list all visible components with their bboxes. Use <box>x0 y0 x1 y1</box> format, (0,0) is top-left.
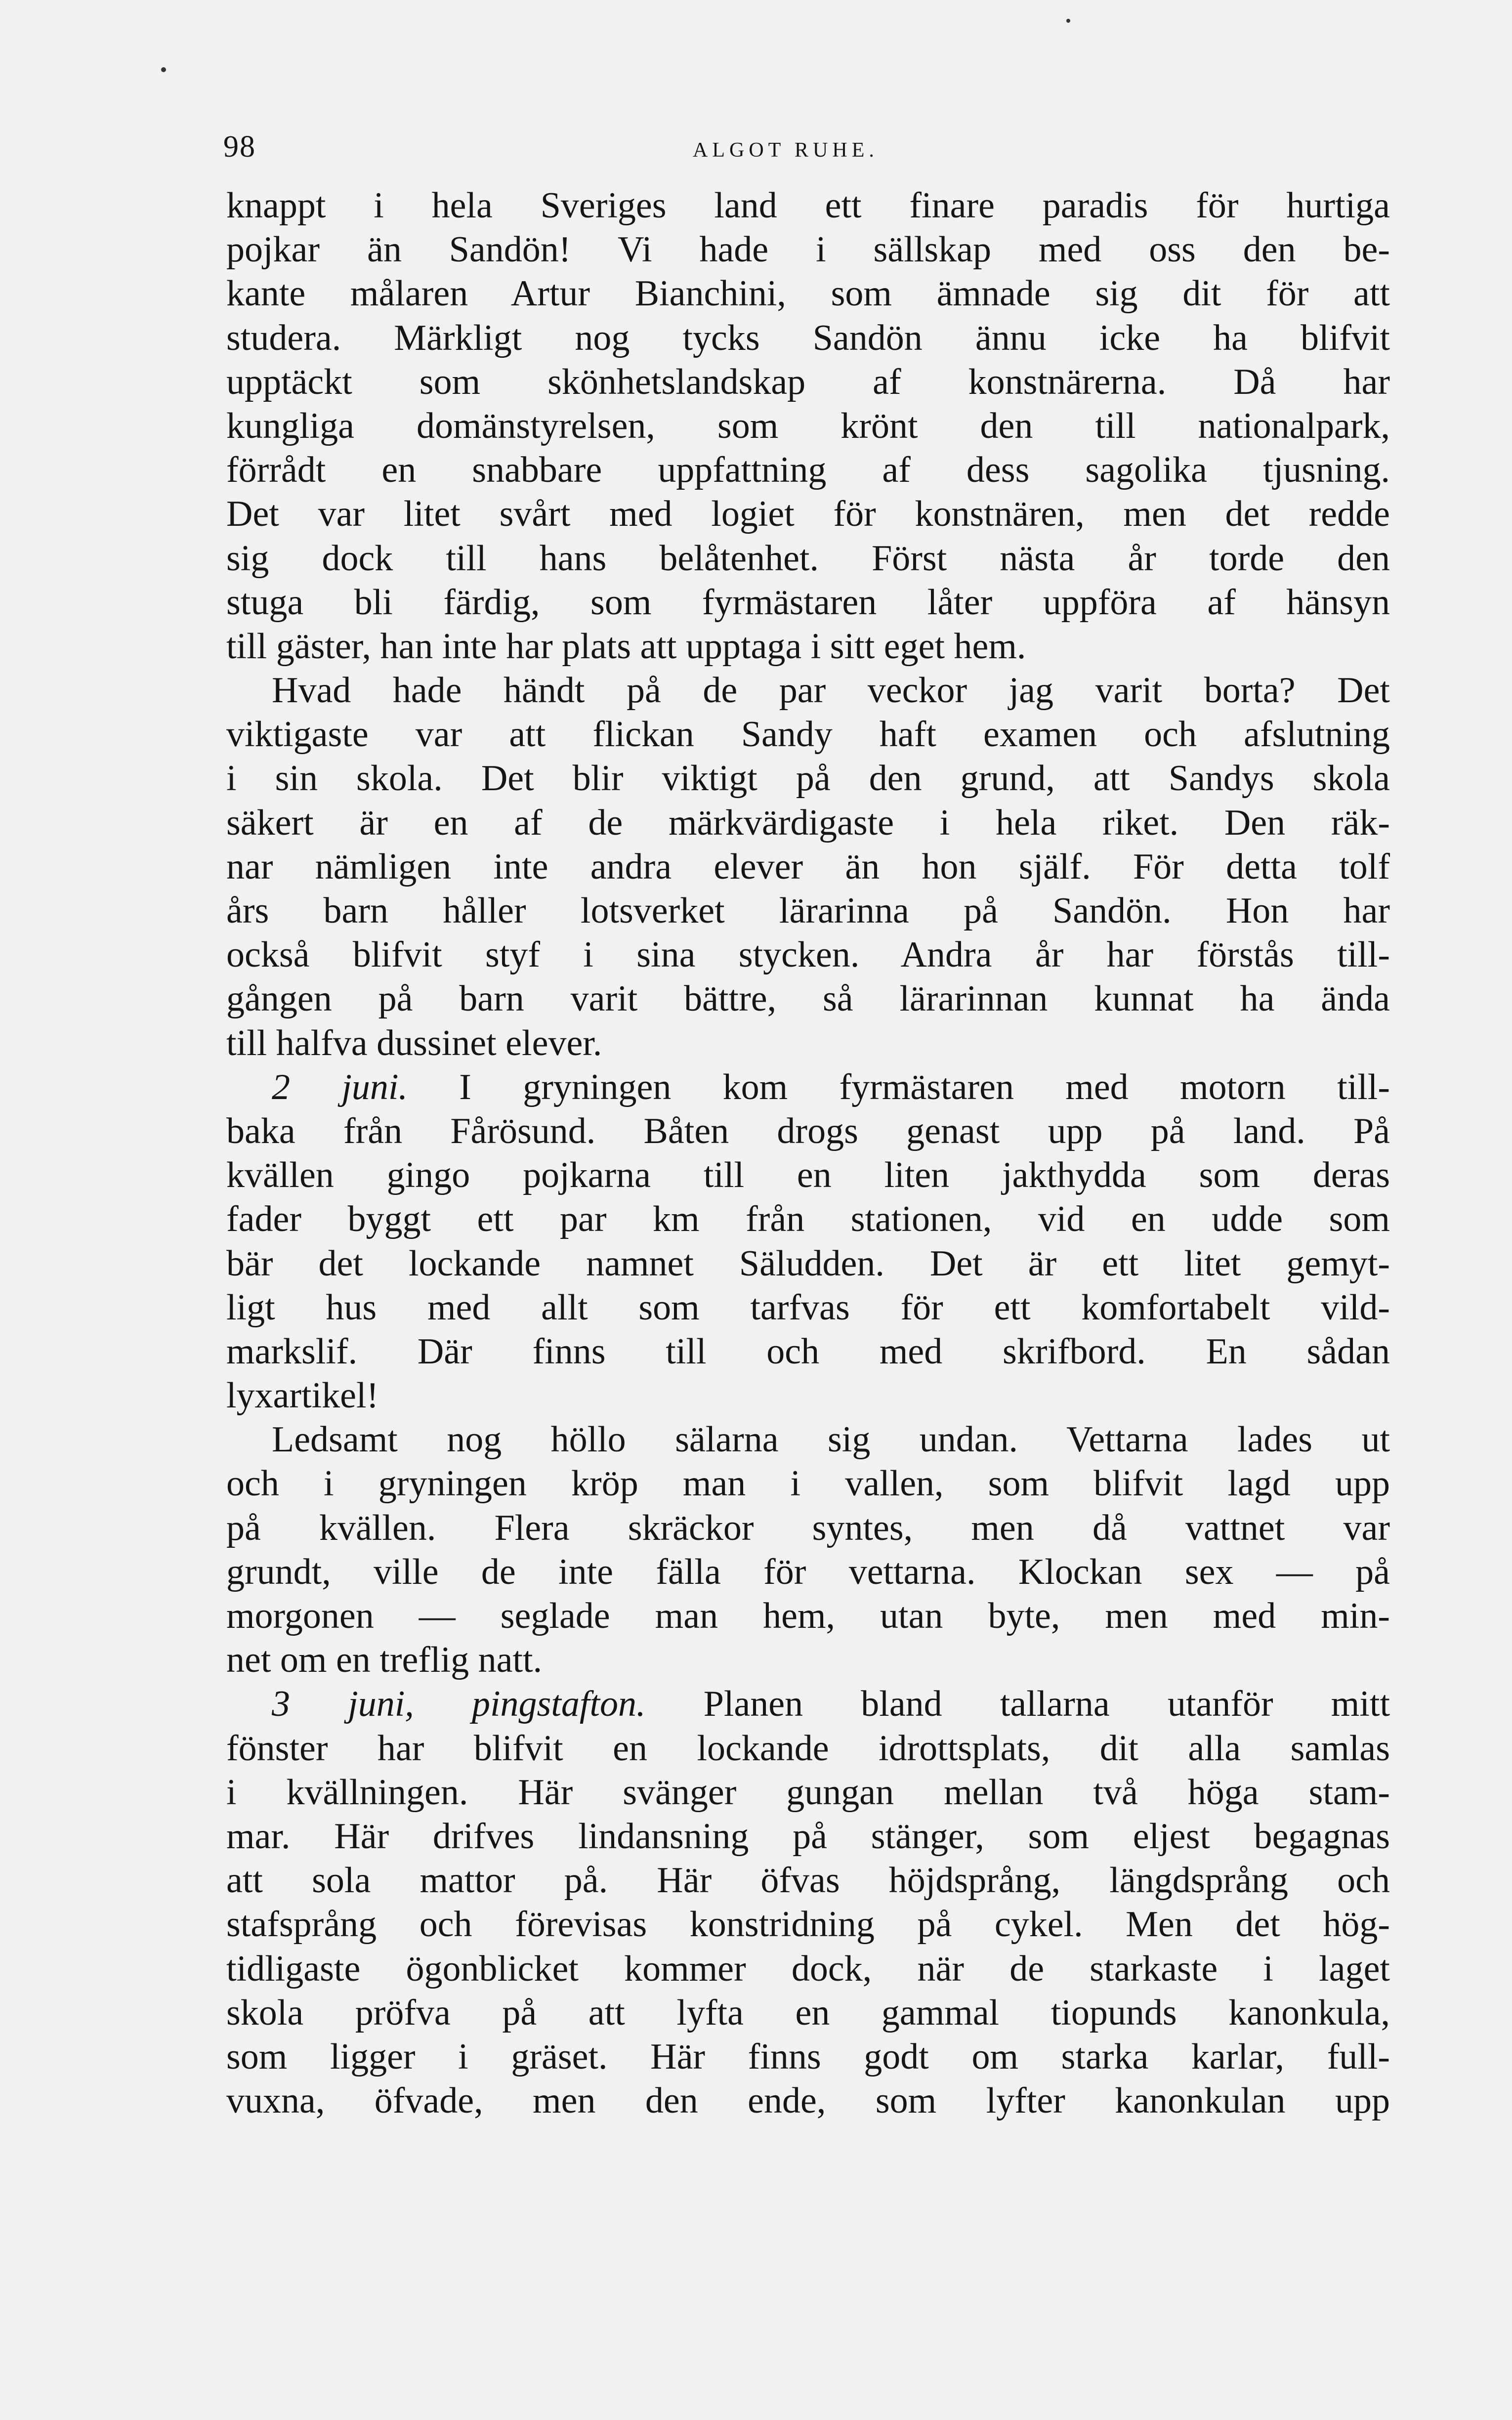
text-line <box>226 1815 1390 1859</box>
paper-speck <box>161 67 166 72</box>
line-text: i kvällningen. Här svänger gungan mellan två höga stam- <box>226 1772 1390 1813</box>
line-text: som ligger i gräset. Här finns godt om starka karlar, full- <box>226 2036 1390 2077</box>
text-line <box>226 669 1390 713</box>
line-text: till gäster, han inte har plats att upptaga i sitt eget hem. <box>226 626 1026 667</box>
text-line <box>226 1109 1390 1153</box>
line-text: studera. Märkligt nog tycks Sandön ännu icke ha blifvit <box>226 317 1390 358</box>
line-text: stafsprång och förevisas konstridning på cykel. Men det hög- <box>226 1904 1390 1945</box>
page-number: 98 <box>223 130 256 164</box>
line-text: ligt hus med allt som tarfvas för ett komfortabelt vild- <box>226 1287 1390 1328</box>
line-text: bär det lockande namnet Säludden. Det är ett litet gemyt- <box>226 1243 1390 1284</box>
line-text: Hvad hade händt på de par veckor jag varit borta? Det <box>272 670 1390 711</box>
line-text: gången på barn varit bättre, så lärarinnan kunnat ha ända <box>226 978 1390 1019</box>
line-text: kvällen gingo pojkarna till en liten jakthydda som deras <box>226 1155 1390 1196</box>
line-text: säkert är en af de märkvärdigaste i hela riket. Den räk- <box>226 802 1390 843</box>
text-line <box>226 1991 1390 2035</box>
text-line <box>226 801 1390 845</box>
line-text: net om en treflig natt. <box>226 1640 543 1681</box>
text-line <box>226 184 1390 228</box>
line-text: vuxna, öfvade, men den ende, som lyfter kanonkulan upp <box>226 2080 1390 2122</box>
text-line <box>226 1374 1390 1418</box>
line-text: sig dock till hans belåtenhet. Först nästa år torde den <box>226 538 1390 579</box>
text-line <box>226 581 1390 625</box>
line-text: stuga bli färdig, som fyrmästaren låter uppföra af hänsyn <box>226 582 1390 623</box>
line-text: förrådt en snabbare uppfattning af dess sagolika tjusning. <box>226 450 1390 491</box>
line-text: kante målaren Artur Bianchini, som ämnade sig dit för att <box>226 273 1390 314</box>
line-text: viktigaste var att flickan Sandy haft examen och afslutning <box>226 714 1390 755</box>
line-text: också blifvit styf i sina stycken. Andra år har förstås till- <box>226 934 1390 976</box>
text-line <box>226 1065 1390 1109</box>
line-text: kungliga domänstyrelsen, som krönt den till nationalpark, <box>226 405 1390 446</box>
text-line <box>226 360 1390 404</box>
text-line <box>226 1682 1390 1726</box>
line-text: nar nämligen inte andra elever än hon själf. För detta tolf <box>226 846 1390 887</box>
line-text: Ledsamt nog höllo sälarna sig undan. Vettarna lades ut <box>272 1419 1390 1460</box>
text-line <box>226 757 1390 801</box>
line-text: i sin skola. Det blir viktigt på den grund, att Sandys skola <box>226 758 1390 799</box>
entry-date: 3 juni, pingstafton. <box>272 1684 646 1725</box>
entry-date: 2 juni. <box>272 1066 408 1107</box>
line-text: morgonen — seglade man hem, utan byte, men med min- <box>226 1596 1390 1636</box>
line-text: tidligaste ögonblicket kommer dock, när de starkaste i laget <box>226 1948 1390 1989</box>
text-line <box>226 1197 1390 1241</box>
line-text: fönster har blifvit en lockande idrottsplats, dit alla samlas <box>226 1728 1390 1769</box>
line-text: på kvällen. Flera skräckor syntes, men då vattnet var <box>226 1507 1390 1548</box>
text-line <box>226 1903 1390 1947</box>
text-line <box>226 1418 1390 1462</box>
text-line <box>226 1242 1390 1286</box>
text-line <box>226 1330 1390 1374</box>
text-line <box>226 845 1390 889</box>
text-line <box>226 1506 1390 1550</box>
paper-speck <box>1066 19 1070 23</box>
line-text: års barn håller lotsverket lärarinna på Sandön. Hon har <box>226 891 1390 931</box>
line-text: och i gryningen kröp man i vallen, som blifvit lagd upp <box>226 1463 1390 1504</box>
text-line <box>226 977 1390 1021</box>
text-line <box>226 1153 1390 1197</box>
text-line <box>226 272 1390 316</box>
text-line <box>226 537 1390 581</box>
body-text <box>226 184 1390 2123</box>
text-line <box>226 2035 1390 2079</box>
line-text: I gryningen kom fyrmästaren med motorn till- <box>407 1066 1390 1107</box>
text-line <box>226 1771 1390 1815</box>
line-text: lyxartikel! <box>226 1375 379 1416</box>
text-line <box>226 316 1390 360</box>
text-line <box>226 713 1390 757</box>
text-line <box>226 1947 1390 1991</box>
line-text: Det var litet svårt med logiet för konstnären, men det redde <box>226 494 1390 535</box>
line-text: Planen bland tallarna utanför mitt <box>645 1684 1390 1725</box>
running-head: ALGOT RUHE. <box>693 139 879 162</box>
text-line <box>226 448 1390 492</box>
line-text: baka från Fårösund. Båten drogs genast upp på land. På <box>226 1110 1390 1151</box>
text-line <box>226 1638 1390 1682</box>
text-line <box>226 1594 1390 1638</box>
line-text: pojkar än Sandön! Vi hade i sällskap med oss den be- <box>226 229 1390 270</box>
text-line <box>226 1727 1390 1771</box>
text-line <box>226 1021 1390 1065</box>
line-text: att sola mattor på. Här öfvas höjdsprång, längdsprång och <box>226 1860 1390 1901</box>
line-text: skola pröfva på att lyfta en gammal tiopunds kanonkula, <box>226 1992 1390 2033</box>
text-line <box>226 1859 1390 1903</box>
text-line <box>226 1462 1390 1506</box>
line-text: markslif. Där finns till och med skrifbord. En sådan <box>226 1331 1390 1372</box>
text-line <box>226 2079 1390 2123</box>
text-line <box>226 228 1390 272</box>
text-line <box>226 404 1390 448</box>
line-text: upptäckt som skönhetslandskap af konstnärerna. Då har <box>226 361 1390 402</box>
text-line <box>226 492 1390 536</box>
page-header <box>223 129 1389 174</box>
line-text: knappt i hela Sveriges land ett finare paradis för hurtiga <box>226 185 1390 226</box>
text-line <box>226 1550 1390 1594</box>
text-line <box>226 933 1390 977</box>
text-line <box>226 625 1390 669</box>
line-text: fader byggt ett par km från stationen, vid en udde som <box>226 1199 1390 1240</box>
text-line <box>226 889 1390 933</box>
line-text: grundt, ville de inte fälla för vettarna. Klockan sex — på <box>226 1551 1390 1592</box>
text-line <box>226 1286 1390 1330</box>
line-text: mar. Här drifves lindansning på stänger, som eljest begagnas <box>226 1816 1390 1857</box>
line-text: till halfva dussinet elever. <box>226 1022 602 1063</box>
